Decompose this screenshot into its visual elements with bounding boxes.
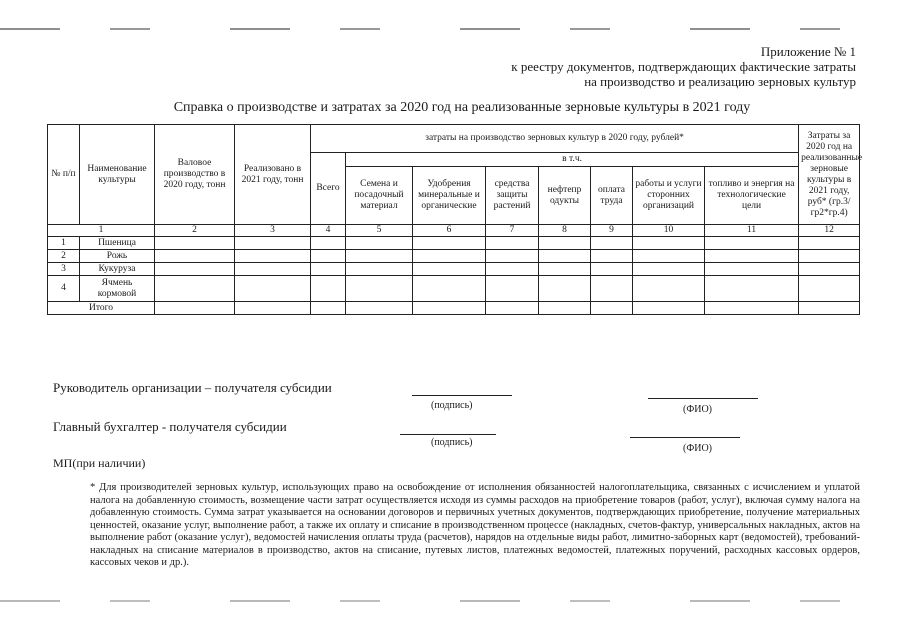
header-plant-protection: средства защиты растений — [486, 167, 539, 225]
total-label: Итого — [48, 302, 155, 315]
column-number: 6 — [413, 225, 486, 237]
stamp-label: МП(при наличии) — [53, 456, 146, 470]
cell-input[interactable] — [591, 250, 633, 263]
cell-input[interactable] — [155, 237, 235, 250]
cell-input[interactable] — [799, 237, 860, 250]
row-number: 4 — [48, 276, 80, 302]
row-number: 2 — [48, 250, 80, 263]
cell-input[interactable] — [591, 263, 633, 276]
header-no: № п/п — [48, 125, 80, 225]
column-number: 2 — [155, 225, 235, 237]
cell-input[interactable] — [413, 276, 486, 302]
row-number: 3 — [48, 263, 80, 276]
head-signature-caption: (подпись) — [431, 400, 473, 411]
appendix-header — [511, 44, 856, 89]
cell-input[interactable] — [591, 237, 633, 250]
document-title: Справка о производстве и затратах за 2020 год на реализованные зерновые культуры в 2021 году — [173, 100, 751, 115]
header-gross-output: Валовое производство в 2020 году, тонн — [155, 125, 235, 225]
cell-input[interactable] — [311, 263, 346, 276]
accountant-signature-line[interactable] — [400, 434, 496, 435]
cell-input[interactable] — [235, 302, 311, 315]
cell-input[interactable] — [539, 276, 591, 302]
column-number: 3 — [235, 225, 311, 237]
cell-input[interactable] — [705, 276, 799, 302]
head-signature-label: Руководитель организации – получателя субсидии — [53, 380, 332, 395]
cell-input[interactable] — [799, 276, 860, 302]
crop-name: Кукуруза — [80, 263, 155, 276]
column-number: 11 — [705, 225, 799, 237]
table-row — [48, 276, 860, 302]
cell-input[interactable] — [633, 263, 705, 276]
accountant-signature-caption: (подпись) — [431, 437, 473, 448]
cell-input[interactable] — [539, 237, 591, 250]
cell-input[interactable] — [705, 237, 799, 250]
column-number: 10 — [633, 225, 705, 237]
cell-input[interactable] — [539, 263, 591, 276]
cell-input[interactable] — [413, 250, 486, 263]
column-number: 1 — [48, 225, 155, 237]
crop-name: Пшеница — [80, 237, 155, 250]
header-total: Всего — [311, 153, 346, 225]
cell-input[interactable] — [235, 250, 311, 263]
header-costs-group: затраты на производство зерновых культур в 2020 году, рублей* — [311, 125, 799, 153]
cell-input[interactable] — [311, 302, 346, 315]
cell-input[interactable] — [633, 237, 705, 250]
column-number: 9 — [591, 225, 633, 237]
table-row — [48, 250, 860, 263]
table-row — [48, 237, 860, 250]
cell-input[interactable] — [235, 237, 311, 250]
costs-table — [47, 124, 863, 315]
cell-input[interactable] — [155, 263, 235, 276]
appendix-title: Приложение № 1 — [760, 44, 856, 59]
header-fertilizers: Удобрения минеральные и органические — [413, 167, 486, 225]
cell-input[interactable] — [486, 237, 539, 250]
table-total-row — [48, 302, 860, 315]
cell-input[interactable] — [799, 302, 860, 315]
header-seeds: Семена и посадочный материал — [346, 167, 413, 225]
row-number: 1 — [48, 237, 80, 250]
cell-input[interactable] — [486, 302, 539, 315]
accountant-signature-label: Главный бухгалтер - получателя субсидии — [53, 419, 287, 434]
cell-input[interactable] — [591, 276, 633, 302]
cell-input[interactable] — [155, 276, 235, 302]
cell-input[interactable] — [591, 302, 633, 315]
crop-name: Рожь — [80, 250, 155, 263]
appendix-line-2: к реестру документов, подтверждающих фактические затраты — [511, 59, 856, 74]
column-number: 8 — [539, 225, 591, 237]
header-oil-products: нефтепр одукты — [539, 167, 591, 225]
cell-input[interactable] — [705, 250, 799, 263]
cell-input[interactable] — [413, 302, 486, 315]
cell-input[interactable] — [413, 263, 486, 276]
column-number: 4 — [311, 225, 346, 237]
cell-input[interactable] — [311, 250, 346, 263]
accountant-fio-line[interactable] — [630, 437, 740, 438]
cell-input[interactable] — [486, 250, 539, 263]
appendix-line-3: на производство и реализацию зерновых культур — [584, 74, 856, 89]
column-number: 7 — [486, 225, 539, 237]
header-including: в т.ч. — [346, 153, 799, 167]
cell-input[interactable] — [235, 263, 311, 276]
table-row — [48, 263, 860, 276]
header-final-costs: Затраты за 2020 год на реализованные зерновые культуры в 2021 году, руб* (гр.3/гр2*гр.4) — [799, 125, 860, 225]
cell-input[interactable] — [235, 276, 311, 302]
cell-input[interactable] — [633, 250, 705, 263]
cell-input[interactable] — [799, 250, 860, 263]
header-labor: оплата труда — [591, 167, 633, 225]
cell-input[interactable] — [346, 250, 413, 263]
cell-input[interactable] — [539, 302, 591, 315]
footnote: * Для производителей зерновых культур, использующих право на освобождение от исполнения обязанностей налогоплательщика, связанных с исчислением и уплатой налога на добавленную стоимость, возмещение части затрат осуществляется исходя из суммы расходов на приобретение товаров (работ, услуг), включая сумму налога на добавленную стоимость. Сумма затрат указывается на основании договоров и первичных учетных документов, подтверждающих приобретение, получение материальных ценностей, оказание услуг, выполнение работ, а также их оплату и списание в производственном процессе (накладных, счетов-фактур, универсальных накладных, актов на выполнение работ (оказание услуг), ведомостей начисления оплаты труда (расчетов), нарядов на отдельные виды работ, лимитно-заборных карт (ведомостей), требований-накладных на списание материалов в производство, актов на списание, путевых листов, платежных ведомостей, платежных поручений, расходных кассовых ордеров, кассовых чеков и др.). — [90, 482, 860, 568]
cell-input[interactable] — [346, 237, 413, 250]
accountant-fio-caption: (ФИО) — [683, 443, 713, 454]
cell-input[interactable] — [705, 302, 799, 315]
column-number: 5 — [346, 225, 413, 237]
cell-input[interactable] — [346, 263, 413, 276]
scan-artifact-bottom — [0, 600, 904, 602]
header-crop-name: Наименование культуры — [80, 125, 155, 225]
header-sold: Реализовано в 2021 году, тонн — [235, 125, 311, 225]
cell-input[interactable] — [799, 263, 860, 276]
header-fuel-energy: топливо и энергия на технологические цели — [705, 167, 799, 225]
cell-input[interactable] — [539, 250, 591, 263]
head-fio-caption: (ФИО) — [683, 404, 713, 415]
head-fio-line[interactable] — [648, 398, 758, 399]
cell-input[interactable] — [413, 237, 486, 250]
head-signature-line[interactable] — [412, 395, 512, 396]
cell-input[interactable] — [633, 276, 705, 302]
column-number: 12 — [799, 225, 860, 237]
header-services: работы и услуги сторонних организаций — [633, 167, 705, 225]
cell-input[interactable] — [486, 276, 539, 302]
cell-input[interactable] — [155, 302, 235, 315]
cell-input[interactable] — [346, 276, 413, 302]
cell-input[interactable] — [311, 237, 346, 250]
cell-input[interactable] — [155, 250, 235, 263]
crop-name: Ячмень кормовой — [80, 276, 155, 302]
cell-input[interactable] — [705, 263, 799, 276]
cell-input[interactable] — [633, 302, 705, 315]
cell-input[interactable] — [486, 263, 539, 276]
scan-artifact-top — [0, 28, 904, 30]
cell-input[interactable] — [346, 302, 413, 315]
cell-input[interactable] — [311, 276, 346, 302]
